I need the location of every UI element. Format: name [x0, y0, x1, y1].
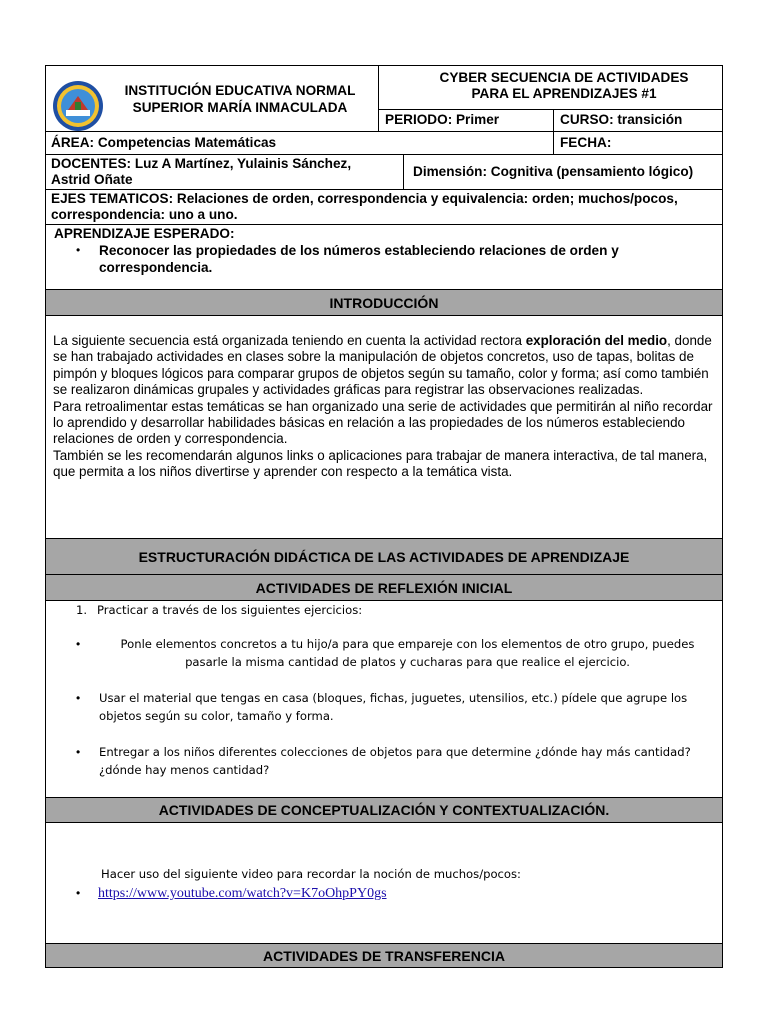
aprendizaje-label: APRENDIZAJE ESPERADO: — [54, 226, 235, 241]
area-label: ÁREA: Competencias Matemáticas — [51, 135, 277, 150]
ejes-row — [46, 190, 722, 225]
header-row — [46, 66, 722, 132]
introduccion-body — [46, 316, 722, 539]
reflexion-bullet-2 — [76, 689, 696, 725]
reflexion-body — [46, 601, 722, 798]
numbered-text: Practicar a través de los siguientes ejercicios: — [97, 603, 363, 617]
institution-cell — [46, 66, 379, 131]
conceptualizacion-heading: ACTIVIDADES DE CONCEPTUALIZACIÓN Y CONTEXTUALIZACIÓN. — [46, 798, 722, 823]
activity-sheet — [45, 65, 723, 968]
intro-p3: También se les recomendarán algunos links o aplicaciones para trabajar de manera interactiva, de tal manera, que permita a los niños divertirse y aprender con respecto a la temática vista. — [53, 447, 708, 480]
reflexion-heading: ACTIVIDADES DE REFLEXIÓN INICIAL — [46, 575, 722, 601]
reflexion-bullet-3 — [76, 743, 716, 779]
bullet-text: Ponle elementos concretos a tu hijo/a para que empareje con los elementos de otro grupo, puedes pasarle la misma cantidad de platos y cucharas para que realice el ejercicio. — [120, 637, 695, 669]
conceptualizacion-text: Hacer uso del siguiente video para recordar la noción de muchos/pocos: — [101, 867, 521, 881]
docentes-label: DOCENTES: Luz A Martínez, Yulainis Sánchez, Astrid Oñate — [51, 156, 352, 187]
docentes-row — [46, 155, 722, 190]
area-cell — [46, 132, 554, 154]
bullet-icon: • — [76, 691, 81, 705]
bullet-icon: • — [76, 243, 81, 257]
conceptualizacion-body — [46, 823, 722, 944]
item-number: 1. — [76, 603, 88, 617]
bullet-icon: • — [76, 637, 81, 651]
bullet-icon: • — [76, 745, 81, 759]
institution-name: INSTITUCIÓN EDUCATIVA NORMAL SUPERIOR MARÍA INMACULADA — [124, 83, 356, 115]
docentes-cell — [46, 155, 404, 189]
youtube-link[interactable]: https://www.youtube.com/watch?v=K7oOhpPY0gs — [98, 886, 387, 901]
intro-p2: Para retroalimentar estas temáticas se han organizado una serie de actividades que permitirán al niño recordar lo aprendido y desarrollar habilidades básicas en relación a las propiedades de los números estableciendo relaciones de orden y correspondencia. — [53, 398, 713, 447]
video-link-item — [76, 884, 696, 903]
bullet-icon: • — [76, 886, 81, 900]
fecha-label: FECHA: — [560, 135, 612, 150]
transferencia-heading: ACTIVIDADES DE TRANSFERENCIA — [46, 944, 722, 967]
aprendizaje-item — [76, 242, 696, 276]
intro-p1-bold: exploración del medio — [525, 333, 668, 348]
dimension-label: Dimensión: Cognitiva (pensamiento lógico) — [413, 164, 694, 179]
bullet-text: Entregar a los niños diferentes colecciones de objetos para que determine ¿dónde hay más cantidad? ¿dónde hay menos cantidad? — [99, 745, 691, 777]
sequence-title: CYBER SECUENCIA DE ACTIVIDADES PARA EL APRENDIZAJES #1 — [439, 70, 689, 101]
intro-p1-end: , donde se han trabajado actividades en clases sobre la manipulación de objetos concretos, uso de tapas, bolitas de pimpón y bloques lógicos para comparar grupos de objetos según su tamaño, color y forma; así como también se realizaron dinámicas grupales y actividades gráficas para registrar las observaciones realizadas. — [53, 333, 712, 398]
periodo-cell — [379, 110, 554, 131]
curso-cell — [554, 110, 722, 131]
aprendizaje-text: Reconocer las propiedades de los números estableciendo relaciones de orden y correspondencia. — [99, 243, 619, 275]
reflexion-bullet-1 — [76, 635, 716, 671]
aprendizaje-row — [46, 225, 722, 290]
dimension-cell — [404, 155, 722, 189]
ejes-label: EJES TEMATICOS: Relaciones de orden, correspondencia y equivalencia: orden; muchos/pocos, correspondencia: uno a uno. — [51, 191, 678, 222]
title-cell — [379, 66, 722, 110]
bullet-text: Usar el material que tengas en casa (bloques, fichas, juguetes, utensilios, etc.) pídele que agrupe los objetos según su color, tamaño y forma. — [99, 691, 688, 723]
periodo-label: PERIODO: Primer — [385, 112, 500, 127]
estructuracion-heading: ESTRUCTURACIÓN DIDÁCTICA DE LAS ACTIVIDADES DE APRENDIZAJE — [46, 539, 722, 575]
fecha-cell — [554, 132, 722, 154]
introduccion-text — [53, 333, 713, 481]
curso-label: CURSO: transición — [560, 112, 683, 127]
introduccion-heading: INTRODUCCIÓN — [46, 290, 722, 316]
school-crest-icon — [52, 80, 104, 132]
intro-p1-start: La siguiente secuencia está organizada teniendo en cuenta la actividad rectora — [53, 333, 526, 348]
area-row — [46, 132, 722, 155]
